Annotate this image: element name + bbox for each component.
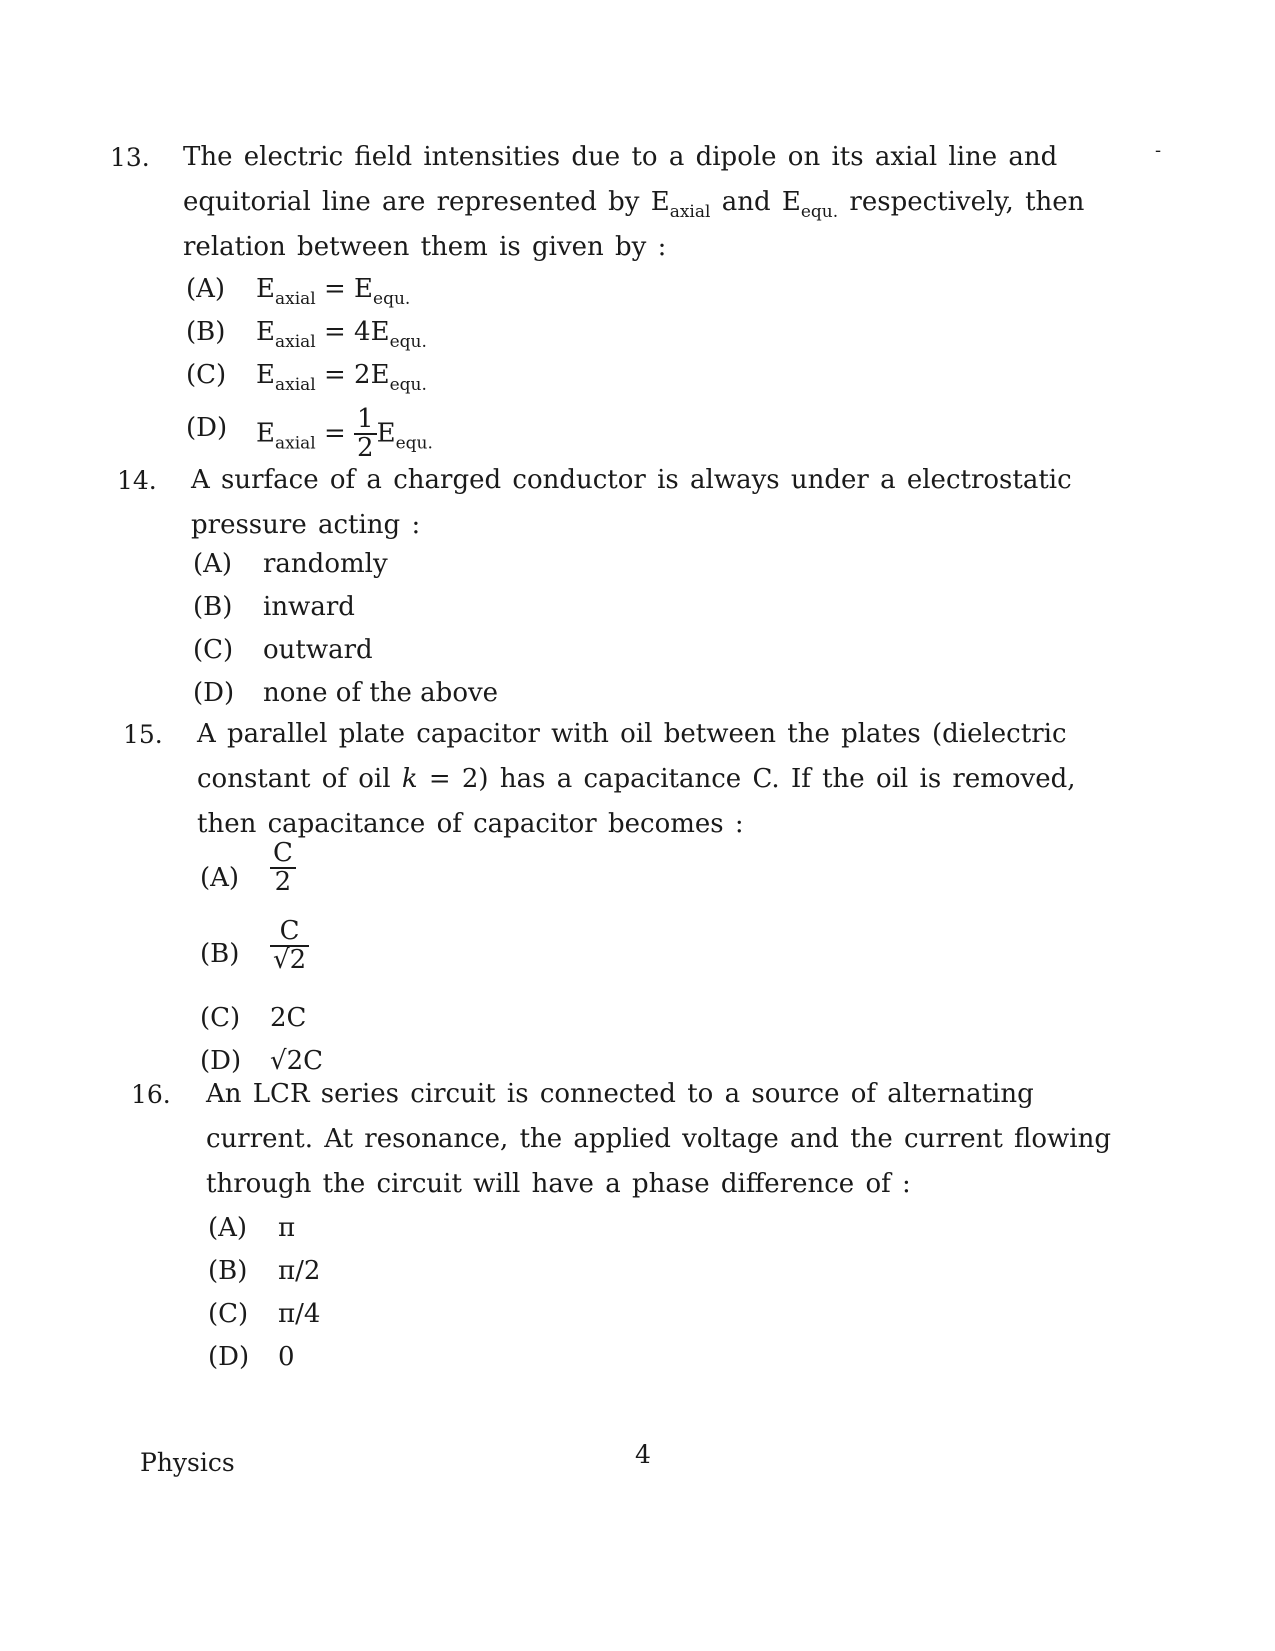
option-value: none of the above bbox=[263, 678, 499, 708]
option-label: (A) bbox=[186, 274, 226, 304]
question-number: 16. bbox=[131, 1080, 171, 1109]
option-label: (D) bbox=[193, 678, 235, 708]
option-value: 2C bbox=[270, 1003, 307, 1033]
option-label: (C) bbox=[186, 360, 227, 390]
option-value: $E_{axial} = 4E_{equ.}$ bbox=[256, 317, 427, 352]
option-label: (B) bbox=[193, 592, 233, 622]
option-label: (C) bbox=[208, 1299, 249, 1329]
option-value: $E_{axial} = 2E_{equ.}$ bbox=[256, 360, 427, 395]
option-label: (B) bbox=[200, 939, 240, 969]
option-value bbox=[270, 840, 296, 897]
fraction: $\frac{C}{2}$ bbox=[270, 840, 296, 897]
option-value bbox=[270, 918, 309, 975]
option-value: $E_{axial} = E_{equ.}$ bbox=[256, 274, 411, 309]
option-value: π bbox=[278, 1213, 296, 1243]
fraction: $\frac{C}{√2}$ bbox=[270, 918, 309, 975]
option-label: (C) bbox=[200, 1003, 241, 1033]
option-label: (D) bbox=[208, 1342, 250, 1372]
option-label: (B) bbox=[186, 317, 226, 347]
page-number: 4 bbox=[635, 1440, 651, 1469]
option-label: (D) bbox=[200, 1046, 242, 1076]
option-value: π/4 bbox=[278, 1299, 321, 1329]
margin-mark: - bbox=[1155, 140, 1162, 161]
option-label: (C) bbox=[193, 635, 234, 665]
option-label: (A) bbox=[193, 549, 233, 579]
fraction: $\frac{1}{2}$ bbox=[354, 406, 377, 463]
option-value: π/2 bbox=[278, 1256, 321, 1286]
option-value: √2C bbox=[270, 1046, 324, 1076]
question-stem: The electric field intensities due to a dipole on its axial line and equitorial line are represented by $E_{axial}$ and $E_{equ.}$ respectively, then relation between them is given by : bbox=[183, 142, 1085, 262]
option-label: (B) bbox=[208, 1256, 248, 1286]
footer-subject: Physics bbox=[140, 1448, 235, 1477]
question-number: 13. bbox=[110, 143, 150, 172]
option-label: (D) bbox=[186, 413, 228, 443]
option-value: 0 bbox=[278, 1342, 295, 1372]
question-number: 15. bbox=[123, 720, 163, 749]
question-number: 14. bbox=[117, 466, 157, 495]
question-stem: A surface of a charged conductor is always under a electrostatic pressure acting : bbox=[191, 465, 1072, 540]
option-value: outward bbox=[263, 635, 373, 665]
question-stem: A parallel plate capacitor with oil between the plates (dielectric constant of oil k = 2) has a capacitance C. If the oil is removed, then capacitance of capacitor becomes : bbox=[197, 719, 1076, 839]
option-label: (A) bbox=[208, 1213, 248, 1243]
option-label: (A) bbox=[200, 863, 240, 893]
question-stem: An LCR series circuit is connected to a source of alternating current. At resonance, the applied voltage and the current flowing through the circuit will have a phase difference of : bbox=[206, 1079, 1112, 1199]
option-value: $E_{axial}$ = $\frac{1}{2}$ $E_{equ.}$ bbox=[256, 404, 433, 464]
option-value: inward bbox=[263, 592, 355, 622]
option-value: randomly bbox=[263, 549, 388, 579]
